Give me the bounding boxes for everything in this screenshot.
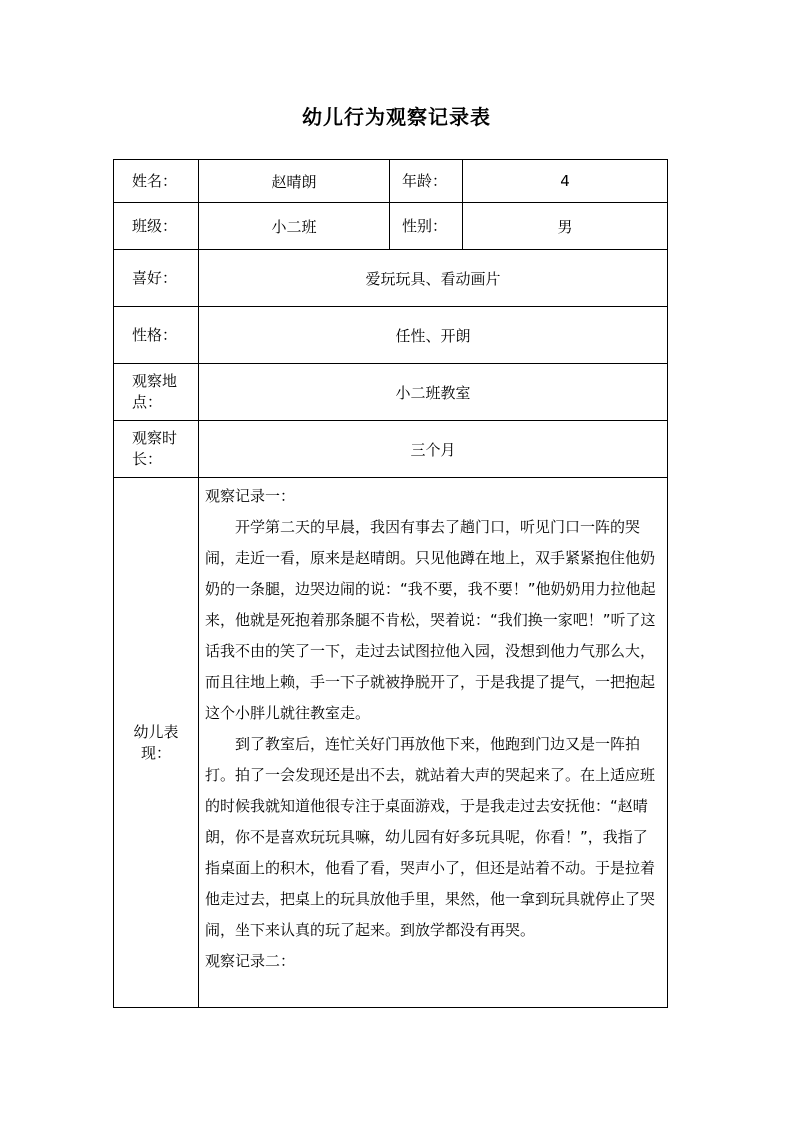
table-row-personality bbox=[114, 307, 668, 364]
page-title: 幼儿行为观察记录表 bbox=[302, 105, 491, 129]
name-label: 姓名： bbox=[114, 160, 199, 203]
location-value: 小二班教室 bbox=[199, 364, 668, 421]
personality-label: 性格： bbox=[114, 307, 199, 364]
observation-records bbox=[199, 478, 668, 1008]
table-row-duration bbox=[114, 421, 668, 478]
age-label: 年龄： bbox=[390, 160, 463, 203]
record2-heading: 观察记录二： bbox=[205, 952, 296, 970]
hobby-value: 爱玩玩具、看动画片 bbox=[199, 250, 668, 307]
table-row-performance bbox=[114, 478, 668, 1008]
class-value: 小二班 bbox=[199, 203, 390, 250]
record1-paragraph-1: 开学第二天的早晨，我因有事去了趟门口，听见门口一阵的哭闹，走近一看，原来是赵晴朗。只见他蹲在地上，双手紧紧抱住他奶奶的一条腿，边哭边闹的说：“我不要，我不要！”他奶奶用力拉他起来，他就是死抱着那条腿不肯松，哭着说：“我们换一家吧！”听了这话我不由的笑了一下，走过去试图拉他入园，没想到他力气那么大，而且往地上赖，手一下子就被挣脱开了，于是我提了提气，一把抱起这个小胖儿就往教室走。 bbox=[205, 518, 656, 722]
performance-label: 幼儿表现： bbox=[114, 478, 199, 1008]
record1-paragraph-2: 到了教室后，连忙关好门再放他下来，他跑到门边又是一阵拍打。拍了一会发现还是出不去，就站着大声的哭起来了。在上适应班的时候我就知道他很专注于桌面游戏，于是我走过去安抚他：“赵晴朗，你不是喜欢玩玩具嘛，幼儿园有好多玩具呢，你看！”，我指了指桌面上的积木，他看了看，哭声小了，但还是站着不动。于是拉着他走过去，把桌上的玩具放他手里，果然，他一拿到玩具就停止了哭闹，坐下来认真的玩了起来。到放学都没有再哭。 bbox=[205, 735, 656, 939]
class-label: 班级： bbox=[114, 203, 199, 250]
observation-table bbox=[113, 159, 668, 1008]
personality-value: 任性、开朗 bbox=[199, 307, 668, 364]
record1-heading: 观察记录一： bbox=[205, 487, 296, 505]
location-label: 观察地点： bbox=[114, 364, 199, 421]
hobby-label: 喜好： bbox=[114, 250, 199, 307]
gender-label: 性别： bbox=[390, 203, 463, 250]
age-value: 4 bbox=[463, 160, 668, 203]
table-row-class-gender bbox=[114, 203, 668, 250]
gender-value: 男 bbox=[463, 203, 668, 250]
name-value: 赵晴朗 bbox=[199, 160, 390, 203]
table-row-hobby bbox=[114, 250, 668, 307]
table-row-location bbox=[114, 364, 668, 421]
table-row-name-age bbox=[114, 160, 668, 203]
duration-value: 三个月 bbox=[199, 421, 668, 478]
duration-label: 观察时长： bbox=[114, 421, 199, 478]
